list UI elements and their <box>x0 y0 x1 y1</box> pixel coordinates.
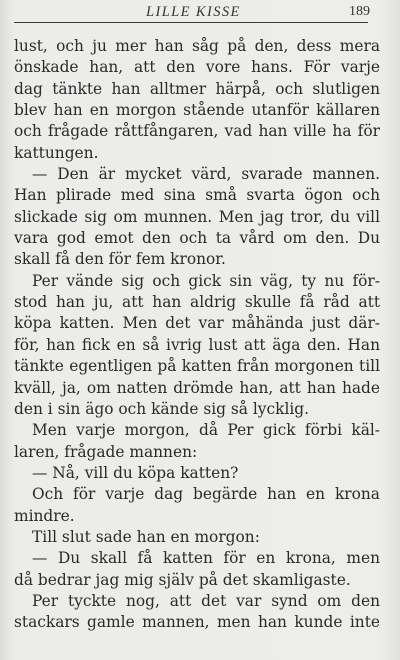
text-line: Men varje morgon, då Per gick förbi käl- <box>32 421 380 440</box>
body-text <box>14 36 380 634</box>
text-line: den i sin ägo och kände sig så lycklig. <box>14 399 310 418</box>
text-line: stod han ju, att han aldrig skulle få råd att <box>14 293 380 312</box>
text-line: då bedrar jag mig själv på det skamligaste. <box>14 570 351 589</box>
text-line: Per vände sig och gick sin väg, ty nu för- <box>32 271 380 290</box>
text-line: laren, frågade mannen: <box>14 442 198 461</box>
text-line: stackars gamle mannen, men han kunde inte <box>14 613 380 632</box>
text-line: — Den är mycket värd, svarade mannen. <box>32 165 380 184</box>
text-line: — Du skall få katten för en krona, men <box>32 549 380 568</box>
text-line: Per tyckte nog, att det var synd om den <box>32 591 380 610</box>
text-line: tänkte egentligen på katten från morgonen till <box>14 357 380 376</box>
text-line: — Nå, vill du köpa katten? <box>32 463 239 482</box>
text-line: skall få den för fem kronor. <box>14 250 226 269</box>
text-line: köpa katten. Men det var måhända just där- <box>14 314 380 333</box>
text-line: för, han fick en så ivrig lust att äga den. Han <box>14 335 380 354</box>
text-line: blev han en morgon stående utanför källaren <box>14 101 380 120</box>
running-head <box>0 4 400 24</box>
page-number: 189 <box>349 4 370 19</box>
text-line: och frågade råttfångaren, vad han ville ha för <box>14 122 380 141</box>
text-line: kväll, ja, om natten drömde han, att han hade <box>14 378 380 397</box>
text-line: slickade sig om munnen. Men jag tror, du vill <box>14 207 380 226</box>
text-line: Till slut sade han en morgon: <box>32 527 260 546</box>
text-line: önskade han, att den vore hans. För varje <box>14 58 380 77</box>
text-line: Och för varje dag begärde han en krona <box>32 485 380 504</box>
text-line: Han plirade med sina små svarta ögon och <box>14 186 380 205</box>
text-line: kattungen. <box>14 143 99 162</box>
text-line: dag tänkte han alltmer härpå, och slutligen <box>14 79 380 98</box>
header-rule <box>14 22 368 23</box>
text-line: vara god emot den och ta vård om den. Du <box>14 229 380 248</box>
text-line: mindre. <box>14 506 75 525</box>
running-title: LILLE KISSE <box>146 4 241 20</box>
text-line: lust, och ju mer han såg på den, dess mera <box>14 37 380 55</box>
